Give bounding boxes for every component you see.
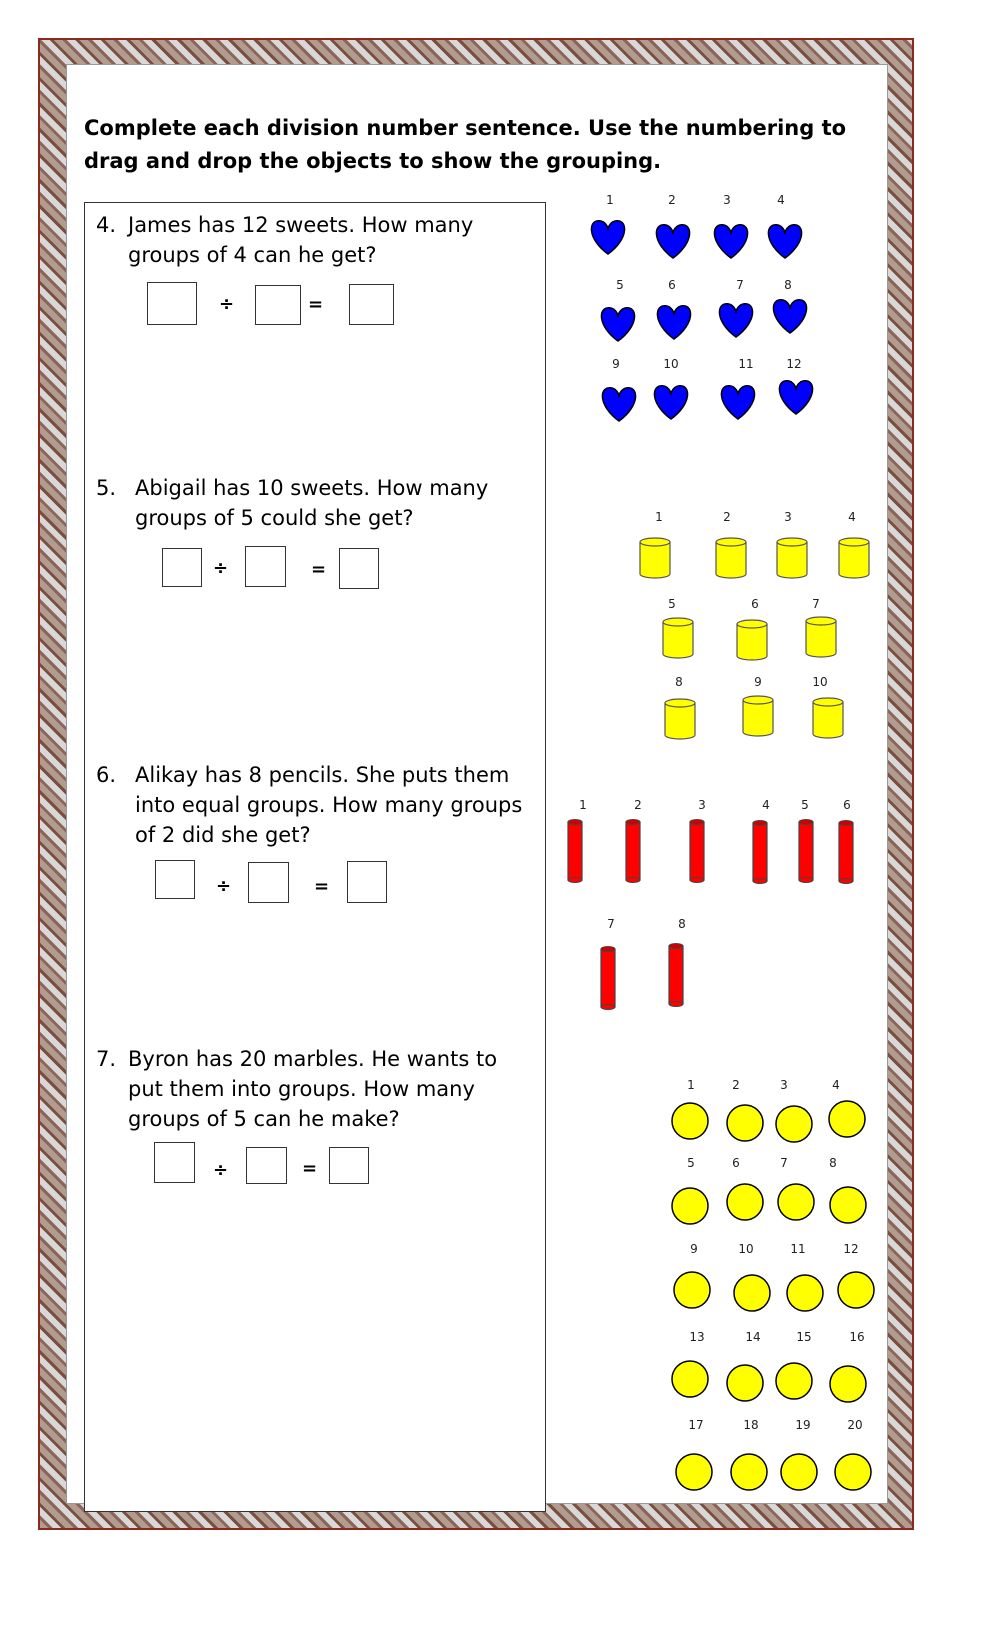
question-number: 7. [96,1047,117,1071]
heart-object-9[interactable] [602,388,635,421]
cylinder-object-4[interactable] [839,538,869,578]
marble-object-1[interactable] [672,1103,708,1139]
pencil-object-2[interactable] [626,820,640,883]
heart-object-3[interactable] [714,225,747,258]
heart-object-10[interactable] [654,386,687,419]
object-number-label: 1 [655,510,663,524]
object-number-label: 5 [668,597,676,611]
object-number-label: 3 [698,798,706,812]
object-number-label: 8 [678,917,686,931]
cylinder-object-2[interactable] [716,538,746,578]
object-number-label: 10 [812,675,828,689]
pencil-object-1[interactable] [568,820,582,883]
object-number-label: 7 [812,597,820,611]
question-text: Alikay has 8 pencils. She puts them into equal groups. How many groups of 2 did she get? [135,763,523,847]
cylinder-object-3[interactable] [777,538,807,578]
object-number-label: 18 [743,1418,759,1432]
object-number-label: 5 [687,1156,695,1170]
cylinder-object-10[interactable] [813,698,843,738]
object-number-label: 3 [784,510,792,524]
heart-object-11[interactable] [721,386,754,419]
equals-sign: = [311,559,327,580]
object-number-label: 2 [732,1078,740,1092]
equals-sign: = [308,294,324,315]
heart-object-6[interactable] [657,306,690,339]
pencil-object-4[interactable] [753,821,767,884]
object-number-label: 11 [790,1242,806,1256]
object-number-label: 7 [780,1156,788,1170]
object-number-label: 5 [616,278,624,292]
marble-object-4[interactable] [829,1101,865,1137]
object-number-label: 2 [668,193,676,207]
question-number: 6. [96,763,117,787]
object-number-label: 1 [606,193,614,207]
object-number-label: 6 [751,597,759,611]
object-number-label: 9 [690,1242,698,1256]
instructions: Complete each division number sentence. Use the numbering to drag and drop the objects to show the grouping. [84,116,847,173]
object-number-label: 4 [832,1078,840,1092]
object-number-label: 2 [723,510,731,524]
object-number-label: 13 [689,1330,705,1344]
object-number-label: 10 [663,357,679,371]
object-number-label: 17 [688,1418,704,1432]
pencil-object-8[interactable] [669,944,683,1007]
object-number-label: 4 [777,193,785,207]
marble-object-15[interactable] [776,1363,812,1399]
divide-sign: ÷ [213,558,229,579]
object-number-label: 12 [843,1242,859,1256]
object-number-label: 2 [634,798,642,812]
heart-object-4[interactable] [768,225,801,258]
heart-object-2[interactable] [656,225,689,258]
cylinder-object-5[interactable] [663,618,693,658]
object-number-label: 7 [736,278,744,292]
question-text: James has 12 sweets. How many groups of 4 can he get? [128,213,474,267]
equals-sign: = [302,1158,318,1179]
marble-object-12[interactable] [838,1272,874,1308]
object-number-label: 1 [687,1078,695,1092]
marble-object-3[interactable] [776,1106,812,1142]
object-number-label: 16 [849,1330,865,1344]
cylinder-object-1[interactable] [640,538,670,578]
marble-object-8[interactable] [830,1187,866,1223]
object-number-label: 6 [668,278,676,292]
object-number-label: 3 [780,1078,788,1092]
object-number-label: 6 [732,1156,740,1170]
object-number-label: 6 [843,798,851,812]
object-number-label: 9 [754,675,762,689]
marble-object-13[interactable] [672,1361,708,1397]
object-number-label: 19 [795,1418,811,1432]
marble-object-16[interactable] [830,1366,866,1402]
marble-object-2[interactable] [727,1105,763,1141]
marble-object-19[interactable] [781,1454,817,1490]
object-number-label: 10 [738,1242,754,1256]
heart-object-12[interactable] [779,381,812,414]
cylinder-object-6[interactable] [737,620,767,660]
question-text: Abigail has 10 sweets. How many groups of 5 could she get? [135,476,489,530]
object-number-label: 12 [786,357,802,371]
heart-object-8[interactable] [773,300,806,333]
object-number-label: 14 [745,1330,761,1344]
divide-sign: ÷ [219,294,235,315]
marble-object-17[interactable] [676,1454,712,1490]
heart-object-5[interactable] [601,308,634,341]
heart-object-1[interactable] [591,221,624,254]
object-number-label: 11 [738,357,754,371]
marble-object-14[interactable] [727,1365,763,1401]
marble-object-18[interactable] [731,1454,767,1490]
marble-object-11[interactable] [787,1275,823,1311]
pencil-object-3[interactable] [690,820,704,883]
object-number-label: 8 [784,278,792,292]
object-number-label: 4 [848,510,856,524]
object-number-label: 20 [847,1418,863,1432]
equals-sign: = [314,876,330,897]
cylinder-object-8[interactable] [665,699,695,739]
pencil-object-7[interactable] [601,947,615,1010]
pencil-object-6[interactable] [839,821,853,884]
cylinder-object-9[interactable] [743,696,773,736]
object-number-label: 1 [579,798,587,812]
pencil-object-5[interactable] [799,820,813,883]
marble-object-7[interactable] [778,1184,814,1220]
divide-sign: ÷ [213,1160,229,1181]
divide-sign: ÷ [216,876,232,897]
heart-object-7[interactable] [719,304,752,337]
object-number-label: 8 [829,1156,837,1170]
object-number-label: 8 [675,675,683,689]
question-text: Byron has 20 marbles. He wants to put them into groups. How many groups of 5 can he make? [128,1047,498,1131]
question-number: 5. [96,476,117,500]
marble-object-20[interactable] [835,1454,871,1490]
object-number-label: 5 [801,798,809,812]
question-number: 4. [96,213,117,237]
object-number-label: 4 [762,798,770,812]
marble-object-6[interactable] [727,1184,763,1220]
marble-object-5[interactable] [672,1188,708,1224]
cylinder-object-7[interactable] [806,617,836,657]
marble-object-10[interactable] [734,1275,770,1311]
object-number-label: 9 [612,357,620,371]
marble-object-9[interactable] [674,1272,710,1308]
object-number-label: 7 [607,917,615,931]
object-number-label: 15 [796,1330,812,1344]
object-number-label: 3 [723,193,731,207]
